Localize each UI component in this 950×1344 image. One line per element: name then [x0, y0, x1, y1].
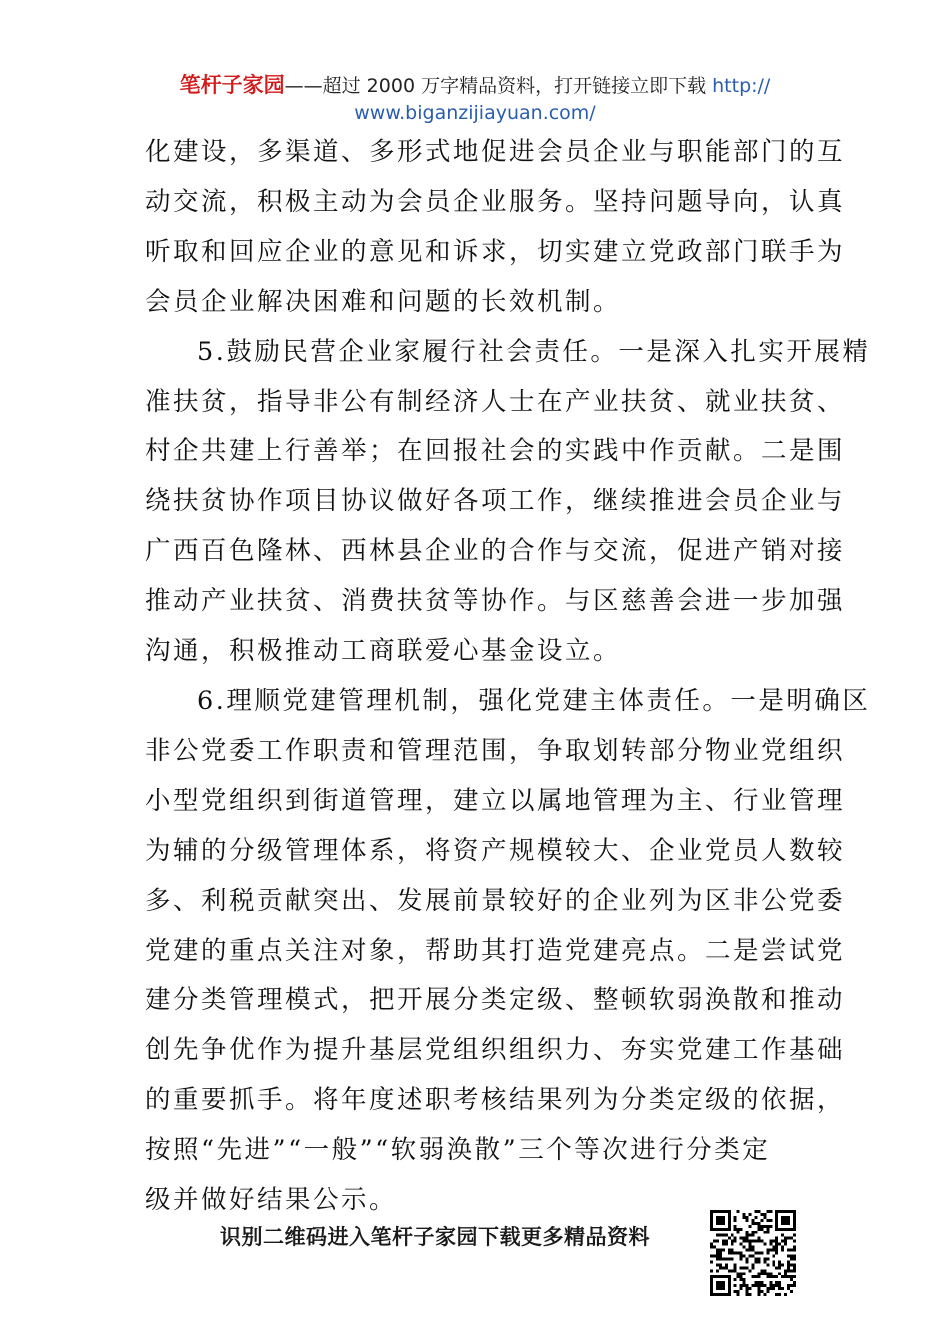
footer-text: 识别二维码进入笔杆子家园下载更多精品资料	[220, 1225, 650, 1249]
body-line: 沟通，积极推动工商联爱心基金设立。	[145, 636, 622, 667]
body-line: 会员企业解决困难和问题的长效机制。	[145, 286, 622, 317]
body-line: 广西百色隆林、西林县企业的合作与交流，促进产销对接	[145, 536, 846, 567]
body-line: 党建的重点关注对象，帮助其打造党建亮点。二是尝试党	[145, 935, 846, 966]
body-line: 建分类管理模式，把开展分类定级、整顿软弱涣散和推动	[145, 985, 846, 1016]
body-line: 多、利税贡献突出、发展前景较好的企业列为区非公党委	[145, 885, 846, 916]
paragraph-5-heading-line: 5.鼓励民营企业家履行社会责任。一是深入扎实开展精	[197, 336, 871, 367]
body-line: 级并做好结果公示。	[145, 1185, 398, 1216]
body-line: 动交流，积极主动为会员企业服务。坚持问题导向，认真	[145, 186, 846, 217]
header-line-1	[0, 72, 950, 100]
body-line: 非公党委工作职责和管理范围，争取划转部分物业党组织	[145, 735, 846, 766]
body-line: 化建设，多渠道、多形式地促进会员企业与职能部门的互	[145, 137, 846, 167]
document-body	[145, 128, 871, 1226]
body-line: 准扶贫，指导非公有制经济人士在产业扶贫、就业扶贫、	[145, 386, 846, 417]
brand-name: 笔杆子家园	[179, 73, 285, 97]
body-line: 绕扶贫协作项目协议做好各项工作，继续推进会员企业与	[145, 486, 846, 517]
qr-code-icon[interactable]	[710, 1210, 796, 1296]
body-line: 听取和回应企业的意见和诉求，切实建立党政部门联手为	[145, 236, 846, 267]
header-link-part-2[interactable]: www.biganzijiayuan.com/	[354, 102, 596, 124]
body-line: 小型党组织到街道管理，建立以属地管理为主、行业管理	[145, 785, 846, 816]
header-link-part-1[interactable]: http://	[712, 75, 771, 97]
body-line: 为辅的分级管理体系，将资产规模较大、企业党员人数较	[145, 835, 846, 866]
paragraph-6-heading-line: 6.理顺党建管理机制，强化党建主体责任。一是明确区	[197, 685, 871, 716]
body-line: 创先争优作为提升基层党组织组织力、夯实党建工作基础	[145, 1035, 846, 1066]
header-line-2	[0, 100, 950, 127]
header-slogan: ——超过 2000 万字精品资料，打开链接立即下载	[284, 75, 713, 97]
page-header	[0, 72, 950, 127]
body-line: 的重要抓手。将年度述职考核结果列为分类定级的依据，	[145, 1085, 846, 1116]
body-line: 按照“先进”“一般”“软弱涣散”三个等次进行分类定	[145, 1135, 771, 1166]
body-line: 村企共建上行善举；在回报社会的实践中作贡献。二是围	[145, 436, 846, 467]
body-line: 推动产业扶贫、消费扶贫等协作。与区慈善会进一步加强	[145, 586, 846, 617]
